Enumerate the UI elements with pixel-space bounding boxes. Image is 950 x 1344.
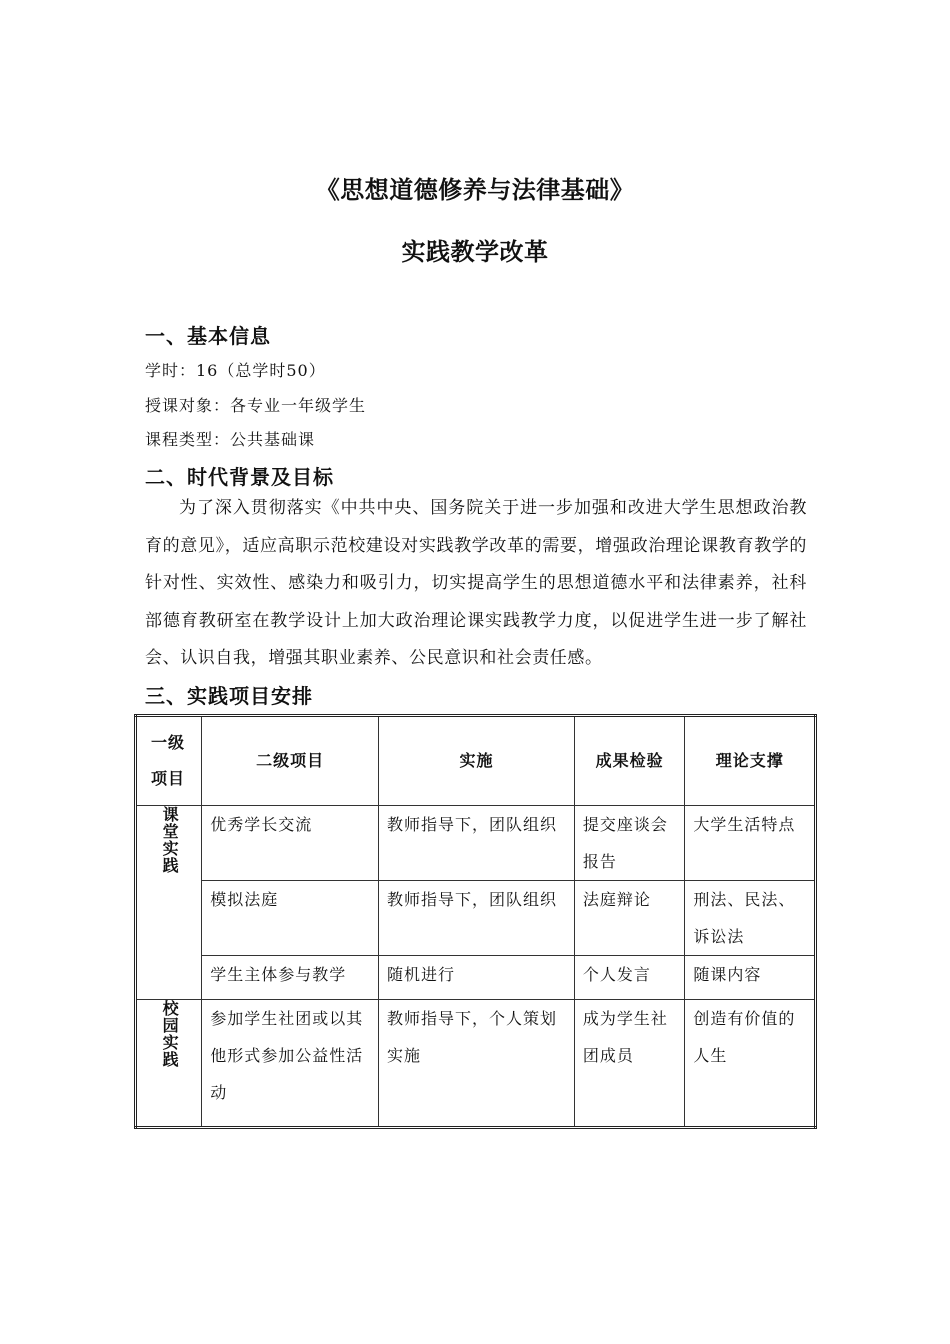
row-theory: 刑法、民法、诉讼法 (685, 881, 816, 956)
document-subtitle: 实践教学改革 (401, 238, 549, 266)
project-table (134, 714, 817, 1129)
row-outcome: 法庭辩论 (574, 881, 684, 956)
row-implementation: 教师指导下，团队组织 (379, 806, 575, 881)
row-outcome: 成为学生社团成员 (574, 1000, 684, 1128)
row-implementation: 教师指导下，团队组织 (379, 881, 575, 956)
section-heading-projects: 三、实践项目安排 (145, 684, 313, 708)
row-implementation: 教师指导下，个人策划实施 (379, 1000, 575, 1128)
row-outcome: 提交座谈会报告 (574, 806, 684, 881)
group-cell-campus (136, 1000, 202, 1128)
row-item: 学生主体参与教学 (202, 956, 379, 1000)
table-row (136, 1000, 816, 1128)
group-label: 校园实践 (160, 1000, 180, 1068)
table-row (136, 881, 816, 956)
header-level1: 一级项目 (136, 716, 202, 806)
header-level2: 二级项目 (202, 716, 379, 806)
info-audience: 授课对象：各专业一年级学生 (145, 396, 367, 415)
table-row (136, 956, 816, 1000)
background-paragraph: 为了深入贯彻落实《中共中央、国务院关于进一步加强和改进大学生思想政治教育的意见》，适应高职示范校建设对实践教学改革的需要，增强政治理论课教育教学的针对性、实效性、感染力和吸引力，切实提高学生的思想道德水平和法律素养，社科部德育教研室在教学设计上加大政治理论课实践教学力度，以促进学生进一步了解社会、认识自我，增强其职业素养、公民意识和社会责任感。 (145, 498, 807, 668)
document-title: 《思想道德修养与法律基础》 (315, 176, 635, 204)
row-theory: 大学生活特点 (685, 806, 816, 881)
row-outcome: 个人发言 (574, 956, 684, 1000)
table-header-row (136, 716, 816, 806)
section-heading-background: 二、时代背景及目标 (145, 465, 334, 489)
info-hours: 学时：16（总学时50） (145, 361, 326, 380)
row-theory: 创造有价值的人生 (685, 1000, 816, 1128)
header-theory: 理论支撑 (685, 716, 816, 806)
row-theory: 随课内容 (685, 956, 816, 1000)
table-row (136, 806, 816, 881)
info-course-type: 课程类型：公共基础课 (145, 430, 316, 449)
header-implementation: 实施 (379, 716, 575, 806)
header-outcome: 成果检验 (574, 716, 684, 806)
row-item: 优秀学长交流 (202, 806, 379, 881)
row-item: 模拟法庭 (202, 881, 379, 956)
row-implementation: 随机进行 (379, 956, 575, 1000)
group-cell-classroom (136, 806, 202, 1000)
row-item: 参加学生社团或以其他形式参加公益性活动 (202, 1000, 379, 1128)
section-heading-basic-info: 一、基本信息 (145, 324, 271, 348)
group-label: 课堂实践 (160, 806, 180, 874)
